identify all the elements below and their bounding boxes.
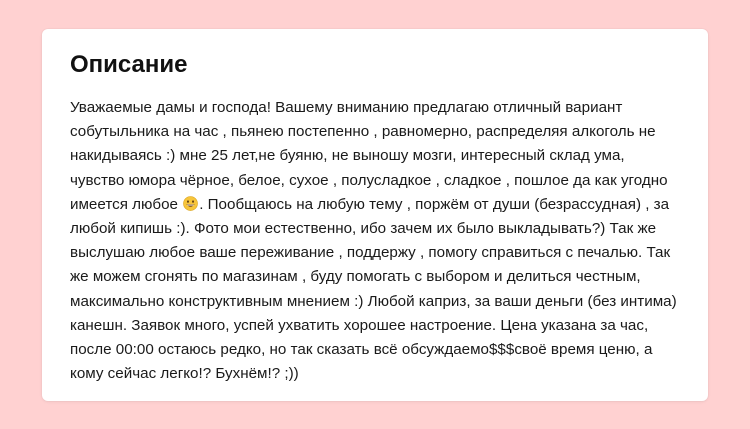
description-card xyxy=(42,29,708,401)
grinning-face-icon xyxy=(183,196,198,211)
description-title: Описание xyxy=(70,51,188,78)
description-text-part-2: . Пообщаюсь на любую тему , поржём от души (безрассудная) , за любой кипишь :). Фото мои естественно, ибо зачем их было выкладывать?) Так же выслушаю любое ваше переживание , поддержу , помогу справиться с печалью. Так же можем сгонять по магазинам , буду помогать с выбором и делиться честным, максимально конструктивным мнением :) Любой каприз, за ваши деньги (без интима) канешн. Заявок много, успей ухватить хорошее настроение. Цена указана за час, после 00:00 остаюсь редко, но так сказать всё обсуждаемо$$$своё время ценю, а кому сейчас легко!? Бухнём!? ;)) xyxy=(70,195,677,383)
description-text-part-1: Уважаемые дамы и господа! Вашему вниманию предлагаю отличный вариант собутыльника на час , пьянею постепенно , равномерно, распределяя алкоголь не накидываясь :) мне 25 лет,не буяню, не выношу мозги, интересный склад ума, чувство юмора чёрное, белое, сухое , полусладкое , сладкое , пошлое да как угодно имеется любое xyxy=(70,99,668,213)
description-text xyxy=(70,96,682,386)
